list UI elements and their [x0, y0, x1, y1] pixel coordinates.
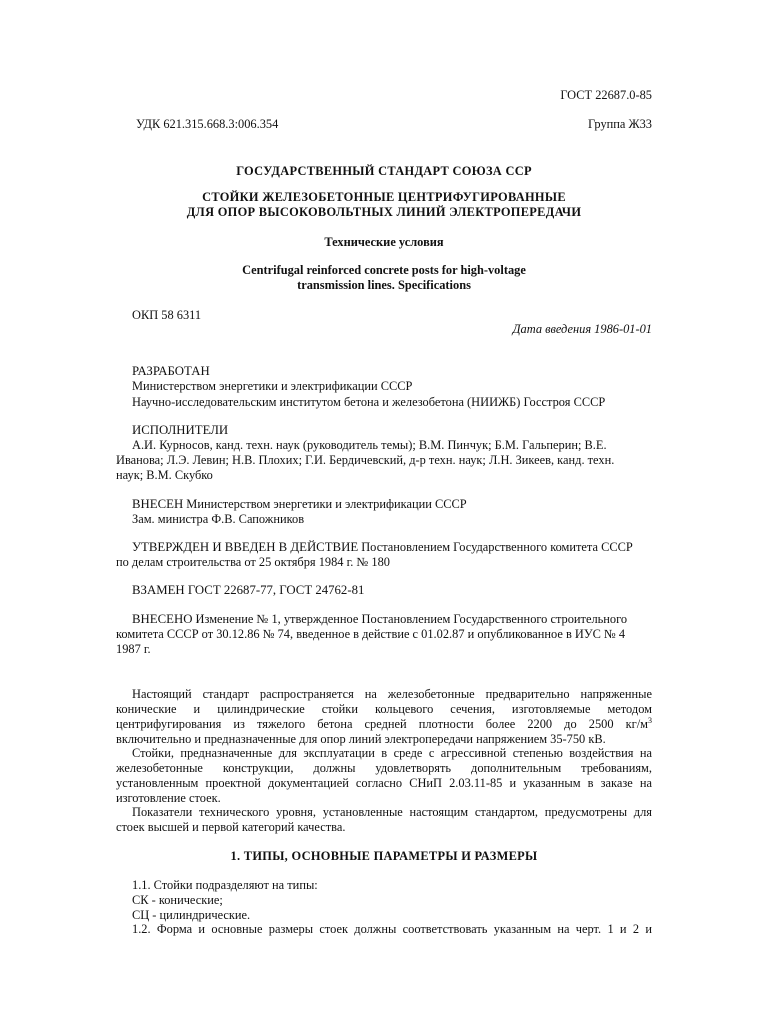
udk-code: УДК 621.315.668.3:006.354	[136, 117, 279, 131]
intro-p3-line1: Показатели технического уровня, установленные настоящим стандартом, предусмотрены для	[132, 805, 652, 819]
document-title-line2: ДЛЯ ОПОР ВЫСОКОВОЛЬТНЫХ ЛИНИЙ ЭЛЕКТРОПЕРЕДАЧИ	[186, 205, 582, 219]
intro-p2-line3: установленным проектной документацией согласно СНиП 2.03.11-85 и указанным в заказе на	[116, 776, 652, 790]
english-title-line1: Centrifugal reinforced concrete posts for high-voltage	[242, 263, 526, 277]
intro-p2-line2: железобетонные конструкции, должны удовлетворять дополнительным требованиям,	[116, 761, 652, 775]
approved-line2: по делам строительства от 25 октября 1984 г. № 180	[116, 555, 390, 569]
introduced-heading: ВНЕСЕН	[132, 497, 184, 511]
group-code: Группа Ж33	[588, 117, 652, 131]
developed-heading: РАЗРАБОТАН	[132, 364, 210, 378]
amendment-line2: комитета СССР от 30.12.86 № 74, введенное в действие с 01.02.87 и опубликованное в ИУС № 4	[116, 627, 626, 641]
intro-p1-line3: центрифугирования из тяжелого бетона средней плотности более 2200 до 2500 кг/м	[116, 717, 648, 731]
amendment-heading: ВНЕСЕНО	[132, 612, 193, 626]
intro-p1-line2: конические и цилиндрические стойки кольцевого сечения, изготовляемые методом	[116, 702, 652, 716]
gost-number: ГОСТ 22687.0-85	[560, 88, 652, 102]
state-standard-heading: ГОСУДАРСТВЕННЫЙ СТАНДАРТ СОЮЗА ССР	[236, 164, 532, 178]
executors-heading: ИСПОЛНИТЕЛИ	[132, 423, 229, 437]
replaces-line: ВЗАМЕН ГОСТ 22687-77, ГОСТ 24762-81	[132, 583, 365, 597]
section1-heading: 1. ТИПЫ, ОСНОВНЫЕ ПАРАМЕТРЫ И РАЗМЕРЫ	[230, 849, 538, 863]
developed-line2: Научно-исследовательским институтом бетона и железобетона (НИИЖБ) Госстроя СССР	[132, 395, 606, 409]
intro-p3-line2: стоек высшей и первой категорий качества.	[116, 820, 346, 834]
intro-p1-line3-sup: 3	[648, 715, 652, 725]
intro-p1-line1: Настоящий стандарт распространяется на железобетонные предварительно напряженные	[132, 687, 652, 701]
intro-p1-line4: включительно и предназначенные для опор линий электропередачи напряжением 35-750 кВ.	[116, 732, 606, 746]
approved-text: Постановлением Государственного комитета СССР	[358, 540, 633, 554]
amendment-text: Изменение № 1, утвержденное Постановлением Государственного строительного	[192, 612, 628, 626]
item-1-1: 1.1. Стойки подразделяют на типы:	[132, 878, 318, 892]
amendment-line1	[132, 612, 627, 627]
intro-p2-line4: изготовление стоек.	[116, 791, 221, 805]
intro-p1-line3-wrap	[116, 717, 652, 732]
developed-line1: Министерством энергетики и электрификации СССР	[132, 379, 413, 393]
document-subtitle: Технические условия	[324, 235, 444, 249]
executors-line1: А.И. Курносов, канд. техн. наук (руководитель темы); В.М. Пинчук; Б.М. Гальперин; В.Е.	[132, 438, 607, 452]
executors-line3: наук; В.М. Скубко	[116, 468, 213, 482]
okp-code: ОКП 58 6311	[132, 308, 202, 322]
executors-line2: Иванова; Л.Э. Левин; Н.В. Плохих; Г.И. Бердичевский, д-р техн. наук; Л.Н. Зикеев, канд. техн.	[116, 453, 615, 467]
approved-line1	[132, 540, 633, 555]
introduced-text: Министерством энергетики и электрификации СССР	[183, 497, 467, 511]
type-sc: СЦ - цилиндрические.	[132, 908, 251, 922]
english-title-line2: transmission lines. Specifications	[297, 278, 471, 292]
approved-heading: УТВЕРЖДЕН И ВВЕДЕН В ДЕЙСТВИЕ	[132, 540, 359, 554]
introduced-line1	[132, 497, 467, 512]
type-sk: СК - конические;	[132, 893, 223, 907]
item-1-2: 1.2. Форма и основные размеры стоек должны соответствовать указанным на черт. 1 и 2 и	[132, 922, 652, 936]
document-title-line1: СТОЙКИ ЖЕЛЕЗОБЕТОННЫЕ ЦЕНТРИФУГИРОВАННЫЕ	[202, 190, 566, 204]
intro-p2-line1: Стойки, предназначенные для эксплуатации в среде с агрессивной степенью воздействия на	[132, 746, 652, 760]
amendment-line3: 1987 г.	[116, 642, 151, 656]
introduced-line2: Зам. министра Ф.В. Сапожников	[132, 512, 305, 526]
document-page	[116, 0, 652, 1024]
introduction-date: Дата введения 1986-01-01	[512, 322, 652, 336]
